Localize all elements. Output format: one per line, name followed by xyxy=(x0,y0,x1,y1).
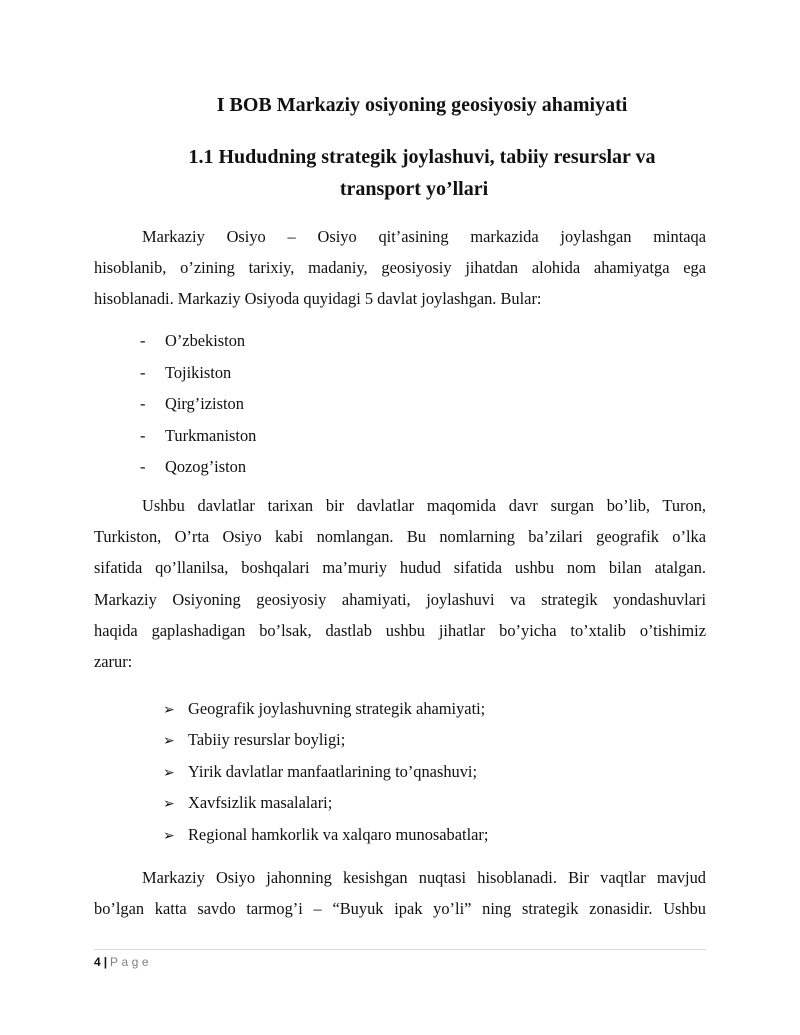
arrow-bullet-icon: ➢ xyxy=(163,827,175,844)
dash-marker: - xyxy=(140,425,146,445)
arrow-bullet-icon: ➢ xyxy=(163,733,175,750)
page-label: Page xyxy=(110,955,153,969)
list-item xyxy=(163,819,488,850)
list-item xyxy=(163,756,488,787)
arrow-bullet-icon: ➢ xyxy=(163,764,175,781)
section-title-line-2: transport yo’llari xyxy=(339,178,489,200)
paragraph-line: Turkiston, O’rta Osiyo kabi nomlangan. Bu nomlarning ba’zilari geografik o’lka xyxy=(94,527,706,547)
paragraph-line: Markaziy Osiyo jahonning kesishgan nuqtasi hisoblanadi. Bir vaqtlar mavjud xyxy=(142,868,706,887)
list-item-text: Turkmaniston xyxy=(165,425,257,445)
footer-separator: | xyxy=(103,955,108,969)
list-item xyxy=(163,724,488,755)
page-number: 4 xyxy=(94,955,101,969)
paragraph-line: Markaziy Osiyo – Osiyo qit’asining markazida joylashgan mintaqa xyxy=(142,227,706,246)
paragraph-line: bo’lgan katta savdo tarmog’i – “Buyuk ipak yo’li” ning strategik zonasidir. Ushbu xyxy=(94,899,706,919)
dash-marker: - xyxy=(140,331,146,350)
list-item xyxy=(140,388,256,420)
paragraph-history xyxy=(94,490,706,677)
dash-marker: - xyxy=(140,362,146,382)
list-item xyxy=(163,693,488,724)
list-item xyxy=(163,787,488,818)
paragraph-crossroads xyxy=(94,862,706,924)
arrow-bullet-icon: ➢ xyxy=(163,796,175,813)
paragraph-line: hisoblanadi. Markaziy Osiyoda quyidagi 5 davlat joylashgan. Bular: xyxy=(94,289,542,309)
aspect-list xyxy=(163,693,488,850)
dash-marker: - xyxy=(140,394,146,414)
footer-divider xyxy=(94,949,706,950)
paragraph-line: hisoblanib, o’zining tarixiy, madaniy, geosiyosiy jihatdan alohida ahamiyatga ega xyxy=(94,258,706,278)
list-item xyxy=(140,357,256,389)
list-item-text: Xavfsizlik masalalari; xyxy=(188,793,333,813)
list-item-text: Qirg’iziston xyxy=(165,394,244,414)
paragraph-line: haqida gaplashadigan bo’lsak, dastlab ushbu jihatlar bo’yicha to’xtalib o’tishimiz xyxy=(94,620,706,640)
chapter-title: I BOB Markaziy osiyoning geosiyosiy ahamiyati xyxy=(216,94,628,116)
list-item-text: Regional hamkorlik va xalqaro munosabatlar; xyxy=(188,824,489,844)
list-item xyxy=(140,420,256,452)
list-item-text: Tabiiy resurslar boyligi; xyxy=(188,730,346,750)
list-item xyxy=(140,451,256,483)
list-item-text: Qozog’iston xyxy=(165,457,247,477)
list-item-text: Geografik joylashuvning strategik ahamiyati; xyxy=(188,699,486,718)
dash-marker: - xyxy=(140,457,146,477)
arrow-bullet-icon: ➢ xyxy=(163,702,175,718)
paragraph-intro xyxy=(94,221,706,315)
paragraph-line: Ushbu davlatlar tarixan bir davlatlar maqomida davr surgan bo’lib, Turon, xyxy=(142,496,706,515)
list-item-text: Tojikiston xyxy=(165,362,232,382)
page-footer xyxy=(94,953,152,971)
list-item xyxy=(140,325,256,357)
paragraph-line: sifatida qo’llanilsa, boshqalari ma’muriy hudud sifatida ushbu nom bilan atalgan. xyxy=(94,558,706,578)
list-item-text: Yirik davlatlar manfaatlarining to’qnashuvi; xyxy=(188,761,478,781)
list-item-text: O’zbekiston xyxy=(165,331,246,350)
paragraph-line: Markaziy Osiyoning geosiyosiy ahamiyati, joylashuvi va strategik yondashuvlari xyxy=(94,589,706,609)
section-title-line-1: 1.1 Hududning strategik joylashuvi, tabiiy resurslar va xyxy=(188,146,656,168)
country-list xyxy=(140,325,256,483)
paragraph-line: zarur: xyxy=(94,651,133,671)
